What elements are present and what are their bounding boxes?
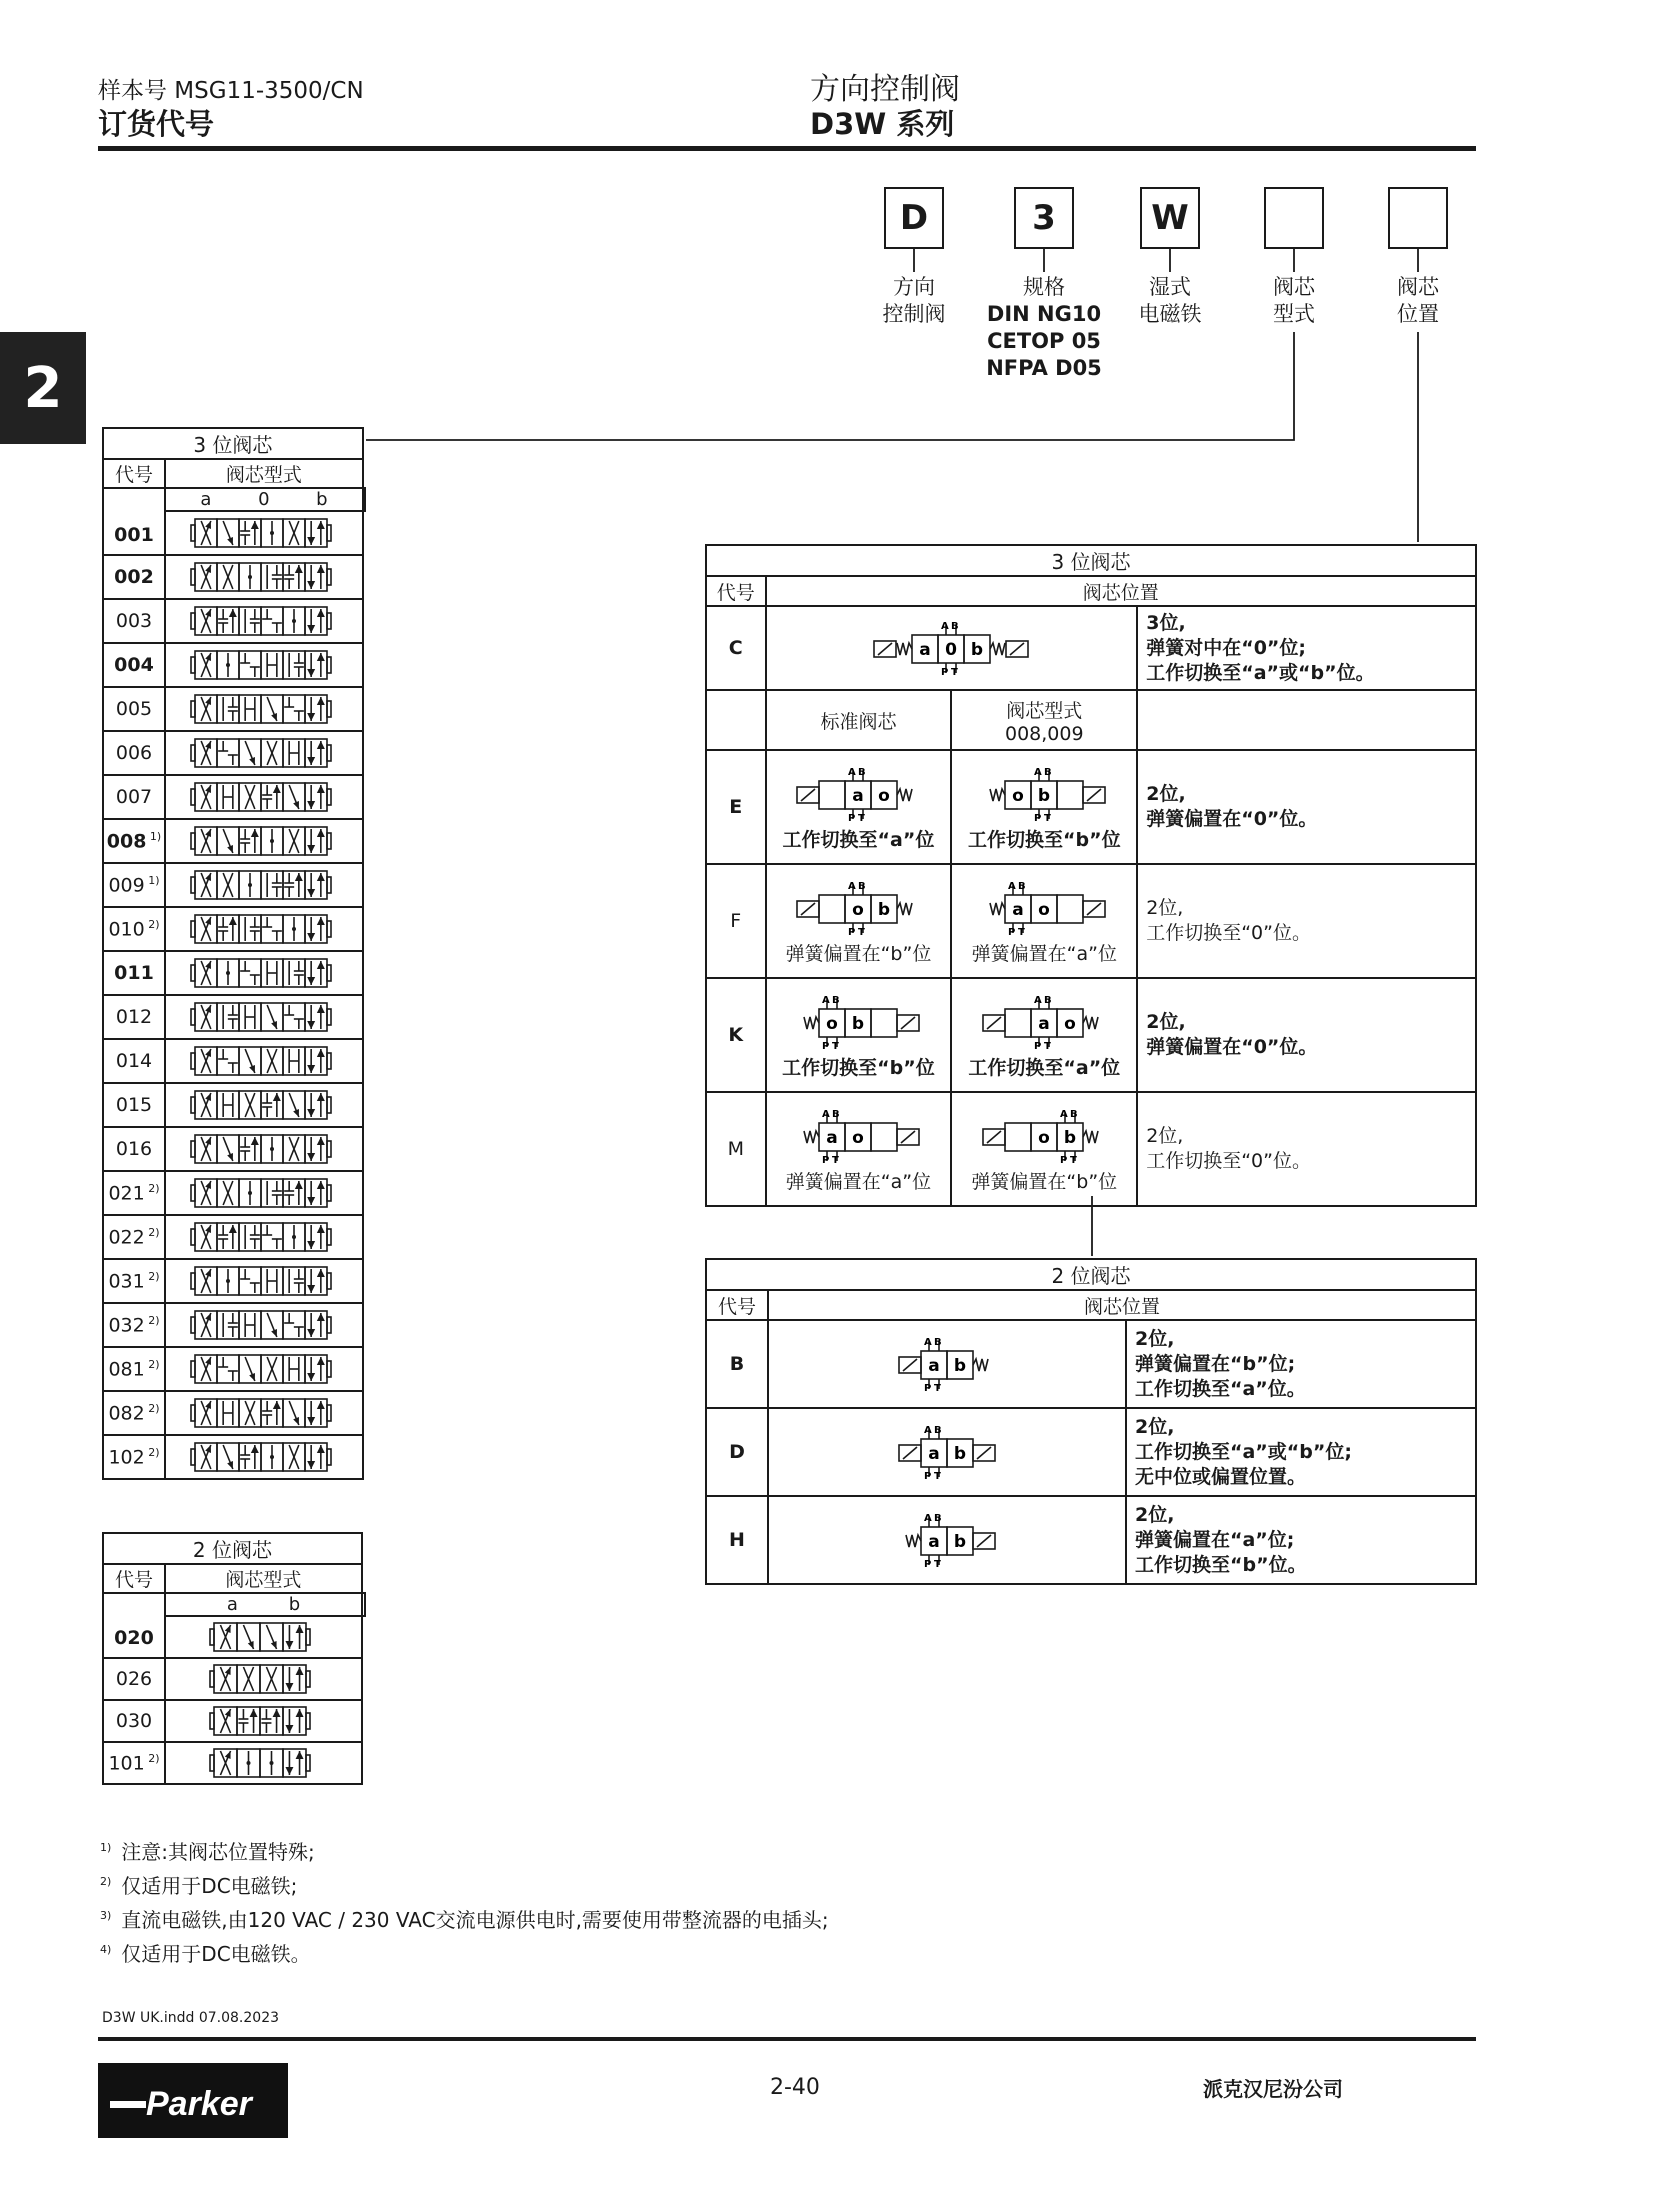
spool-code-101: 101 $^{2)}$	[103, 1742, 165, 1784]
code-m: M	[706, 1092, 766, 1206]
col-spool-type: 阀芯型式	[165, 1564, 362, 1593]
col-spool-position: 阀芯位置	[766, 576, 1476, 606]
svg-text:b: b	[878, 899, 891, 920]
svg-text:b: b	[1064, 1127, 1077, 1148]
spool-symbol-drawing	[189, 821, 339, 861]
svg-text:o: o	[1012, 785, 1025, 806]
position-label-b: b	[288, 1594, 301, 1615]
product-title: 方向控制阀	[810, 72, 960, 107]
spool-code-082: 082 $^{2)}$	[103, 1391, 165, 1435]
spool-code-009: 009 $^{1)}$	[103, 863, 165, 907]
svg-text:T: T	[1070, 1154, 1078, 1166]
position-label-a: a	[226, 1594, 238, 1615]
position-label-a: a	[200, 489, 212, 510]
code-c: C	[706, 606, 766, 690]
svg-text:P: P	[924, 1559, 932, 1570]
spool-symbol-drawing	[208, 1743, 318, 1783]
svg-text:P: P	[822, 1154, 830, 1166]
footer-rule	[98, 2037, 1476, 2041]
position-row-M	[706, 1092, 1476, 1206]
spool-3pos-row	[103, 599, 365, 643]
spool-symbol-001	[165, 511, 363, 555]
spool-symbol-drawing	[189, 953, 339, 993]
label-f-alt: 弹簧偏置在“a”位	[971, 942, 1117, 965]
spool-symbol-drawing	[189, 1437, 339, 1477]
spool-symbol-011	[165, 951, 363, 995]
spool-symbol-drawing	[189, 1129, 339, 1169]
svg-text:P: P	[1060, 1154, 1068, 1166]
position-3pos-title: 3 位阀芯	[706, 545, 1476, 576]
spool-code-012: 012	[103, 995, 165, 1039]
spool-symbol-003	[165, 599, 363, 643]
spool-symbol-026	[165, 1658, 362, 1700]
svg-text:T: T	[832, 1154, 840, 1166]
position-labels	[165, 1593, 362, 1616]
spool-symbol-drawing	[189, 1173, 339, 1213]
svg-text:T: T	[934, 1471, 941, 1482]
spool-symbol-drawing	[189, 1217, 339, 1257]
position-row-K	[706, 978, 1476, 1092]
svg-text:P: P	[941, 667, 949, 678]
chapter-tab: 2	[0, 332, 86, 444]
svg-text:a: a	[928, 1532, 940, 1552]
svg-text:o: o	[1064, 1013, 1077, 1034]
svg-text:T: T	[858, 812, 866, 824]
svg-text:B: B	[951, 621, 959, 632]
spool-symbol-drawing	[208, 1701, 318, 1741]
svg-text:B: B	[1018, 880, 1026, 892]
spool-code-031: 031 $^{2)}$	[103, 1259, 165, 1303]
spool-symbol-081	[165, 1347, 363, 1391]
desc-m: 2位, 工作切换至“0”位。	[1137, 1092, 1476, 1206]
svg-text:B: B	[934, 1513, 942, 1524]
svg-text:A: A	[848, 766, 857, 778]
spool-symbol-012	[165, 995, 363, 1039]
spool-symbol-drawing	[189, 513, 339, 553]
spool-code-011: 011	[103, 951, 165, 995]
symbol-m-std	[766, 1092, 952, 1206]
spool-code-004: 004	[103, 643, 165, 687]
svg-text:A: A	[848, 880, 857, 892]
series-title: D3W 系列	[810, 107, 955, 141]
spool-3pos-row	[103, 1215, 365, 1259]
position-labels	[165, 488, 363, 511]
spool-code-016: 016	[103, 1127, 165, 1171]
svg-text:A: A	[924, 1425, 932, 1436]
spool-symbol-102	[165, 1435, 363, 1479]
spool-code-010: 010 $^{2)}$	[103, 907, 165, 951]
svg-text:0: 0	[945, 640, 958, 660]
spool-symbol-drawing	[189, 557, 339, 597]
spool-symbol-008	[165, 819, 363, 863]
svg-text:P: P	[848, 926, 856, 938]
desc-h: 2位, 弹簧偏置在“a”位; 工作切换至“b”位。	[1126, 1496, 1476, 1584]
svg-text:B: B	[858, 766, 867, 778]
desc-e: 2位, 弹簧偏置在“0”位。	[1137, 750, 1476, 864]
spool-3pos-row	[103, 687, 365, 731]
svg-text:A: A	[1060, 1108, 1069, 1120]
svg-text:b: b	[852, 1013, 865, 1034]
spool-symbol-021	[165, 1171, 363, 1215]
label-m-alt: 弹簧偏置在“b”位	[971, 1170, 1118, 1193]
spool-code-020: 020	[103, 1593, 165, 1658]
code-d: D	[706, 1408, 768, 1496]
spool-code-014: 014	[103, 1039, 165, 1083]
spool-code-008: 008 $^{1)}$	[103, 819, 165, 863]
symbol-h	[768, 1496, 1126, 1584]
svg-text:T: T	[1044, 1040, 1052, 1052]
col-spool-type: 阀芯型式	[165, 459, 363, 488]
spool-symbol-drawing	[189, 689, 339, 729]
svg-text:b: b	[953, 1532, 967, 1552]
spool-symbol-015	[165, 1083, 363, 1127]
footnote-1: $^{1)}$ 注意:其阀芯位置特殊;	[100, 1840, 315, 1864]
spool-symbol-drawing	[189, 997, 339, 1037]
footnote-2: $^{2)}$ 仅适用于DC电磁铁;	[100, 1874, 298, 1898]
section-title: 订货代号	[98, 107, 215, 141]
label-directional-valve: 方向 控制阀	[882, 275, 946, 326]
spool-3pos-row	[103, 1259, 365, 1303]
spool-3pos-row	[103, 1391, 365, 1435]
svg-text:B: B	[858, 880, 867, 892]
position-2pos-table	[705, 1258, 1477, 1585]
svg-text:B: B	[934, 1425, 942, 1436]
svg-text:P: P	[1034, 1040, 1042, 1052]
position-row-D	[706, 1408, 1476, 1496]
spool-symbol-drawing	[189, 1261, 339, 1301]
symbol-e-alt	[951, 750, 1137, 864]
svg-text:B: B	[1044, 766, 1052, 778]
spool-symbol-020	[165, 1616, 362, 1658]
spool-symbol-022	[165, 1215, 363, 1259]
position-row-F	[706, 864, 1476, 978]
svg-text:A: A	[1008, 880, 1017, 892]
svg-text:A: A	[822, 994, 831, 1006]
spool-code-015: 015	[103, 1083, 165, 1127]
col-spool-position: 阀芯位置	[768, 1290, 1476, 1320]
symbol-b	[768, 1320, 1126, 1408]
label-m-std: 弹簧偏置在“a”位	[785, 1170, 932, 1193]
svg-text:A: A	[941, 621, 950, 632]
spool-code-005: 005	[103, 687, 165, 731]
svg-text:T: T	[934, 1383, 941, 1394]
spool-symbol-007	[165, 775, 363, 819]
svg-text:a: a	[852, 785, 865, 806]
svg-text:Parker: Parker	[146, 2085, 252, 2123]
connector-line	[1089, 1196, 1099, 1256]
spool-symbol-drawing	[189, 1349, 339, 1389]
code-k: K	[706, 978, 766, 1092]
spool-symbol-drawing	[189, 865, 339, 905]
label-k-alt: 工作切换至“a”位	[968, 1056, 1121, 1079]
spool-symbol-drawing	[189, 1085, 339, 1125]
spool-2pos-row	[103, 1700, 365, 1742]
svg-text:b: b	[1038, 785, 1051, 806]
desc-c: 3位, 弹簧对中在“0”位; 工作切换至“a”或“b”位。	[1137, 606, 1476, 690]
svg-text:T: T	[951, 667, 959, 678]
spool-symbol-016	[165, 1127, 363, 1171]
svg-text:o: o	[1038, 1127, 1051, 1148]
code-h: H	[706, 1496, 768, 1584]
svg-text:T: T	[858, 926, 866, 938]
svg-text:A: A	[1034, 994, 1043, 1006]
desc-k: 2位, 弹簧偏置在“0”位。	[1137, 978, 1476, 1092]
svg-text:A: A	[1034, 766, 1043, 778]
spool-3pos-row	[103, 995, 365, 1039]
spool-symbol-drawing	[189, 909, 339, 949]
footnote-3: $^{3)}$ 直流电磁铁,由120 VAC / 230 VAC交流电源供电时,需要使用带整流器的电插头;	[100, 1908, 829, 1932]
spool-code-026: 026	[103, 1658, 165, 1700]
svg-text:a: a	[1038, 1013, 1051, 1034]
desc-b: 2位, 弹簧偏置在“b”位; 工作切换至“a”位。	[1126, 1320, 1476, 1408]
svg-text:P: P	[1034, 812, 1042, 824]
label-spool-position: 阀芯 位置	[1397, 275, 1439, 326]
company-name: 派克汉尼汾公司	[1203, 2077, 1343, 2101]
spool-2pos-row	[103, 1742, 365, 1784]
spool-symbol-drawing	[208, 1617, 318, 1657]
svg-text:a: a	[928, 1356, 940, 1376]
symbol-e-std	[766, 750, 952, 864]
position-row-B	[706, 1320, 1476, 1408]
spool-code-032: 032 $^{2)}$	[103, 1303, 165, 1347]
svg-text:B: B	[1044, 994, 1052, 1006]
col-code: 代号	[706, 576, 766, 606]
subhead-standard-spool: 标准阀芯	[766, 690, 952, 750]
spool-symbol-032	[165, 1303, 363, 1347]
svg-text:a: a	[1012, 899, 1025, 920]
footnote-4: $^{4)}$ 仅适用于DC电磁铁。	[100, 1942, 311, 1966]
svg-text:o: o	[852, 899, 865, 920]
label-size: 规格 DIN NG10 CETOP 05 NFPA D05	[986, 275, 1102, 380]
spool-code-001: 001	[103, 488, 165, 555]
spool-3pos-row	[103, 863, 365, 907]
position-2pos-title: 2 位阀芯	[706, 1259, 1476, 1290]
spool-3pos-row	[103, 731, 365, 775]
spool-symbol-101	[165, 1742, 362, 1784]
spool-code-007: 007	[103, 775, 165, 819]
desc-d: 2位, 工作切换至“a”或“b”位; 无中位或偏置位置。	[1126, 1408, 1476, 1496]
col-code: 代号	[706, 1290, 768, 1320]
page-number: 2-40	[770, 2075, 820, 2100]
svg-text:T: T	[1044, 812, 1052, 824]
symbol-f-std	[766, 864, 952, 978]
svg-text:a: a	[826, 1127, 839, 1148]
spool-symbol-082	[165, 1391, 363, 1435]
svg-text:T: T	[1018, 926, 1026, 938]
spool-symbol-006	[165, 731, 363, 775]
spool-symbol-014	[165, 1039, 363, 1083]
svg-text:B: B	[832, 1108, 841, 1120]
spool-3pos-row	[103, 1303, 365, 1347]
svg-text:B: B	[1070, 1108, 1078, 1120]
spool-3pos-row	[103, 1435, 365, 1479]
svg-text:A: A	[924, 1337, 932, 1348]
spool-2pos-title: 2 位阀芯	[103, 1533, 362, 1564]
svg-text:a: a	[928, 1444, 940, 1464]
svg-text:P: P	[924, 1471, 932, 1482]
spool-code-002: 002	[103, 555, 165, 599]
spool-symbol-drawing	[189, 1305, 339, 1345]
spool-symbol-002	[165, 555, 363, 599]
code-f: F	[706, 864, 766, 978]
label-e-alt: 工作切换至“b”位	[968, 828, 1121, 851]
label-wet-solenoid: 湿式 电磁铁	[1138, 275, 1202, 326]
svg-text:B: B	[934, 1337, 942, 1348]
svg-text:o: o	[1038, 899, 1051, 920]
code-b: B	[706, 1320, 768, 1408]
code-box-d: D	[884, 187, 944, 249]
svg-text:T: T	[832, 1040, 840, 1052]
code-box-w: W	[1140, 187, 1200, 249]
spool-symbol-drawing	[189, 1393, 339, 1433]
spool-code-003: 003	[103, 599, 165, 643]
spool-symbol-drawing	[189, 777, 339, 817]
spool-symbol-drawing	[189, 733, 339, 773]
spool-3pos-row	[103, 775, 365, 819]
position-row-H	[706, 1496, 1476, 1584]
svg-text:a: a	[919, 640, 932, 660]
label-f-std: 弹簧偏置在“b”位	[785, 942, 932, 965]
code-e: E	[706, 750, 766, 864]
symbol-f-alt	[951, 864, 1137, 978]
spool-symbol-drawing	[189, 601, 339, 641]
spool-3pos-row	[103, 643, 365, 687]
svg-text:A: A	[924, 1513, 932, 1524]
col-code: 代号	[103, 1564, 165, 1593]
spool-symbol-drawing	[189, 645, 339, 685]
spool-2pos-table	[102, 1532, 366, 1785]
spool-symbol-010	[165, 907, 363, 951]
spool-symbol-030	[165, 1700, 362, 1742]
symbol-k-alt	[951, 978, 1137, 1092]
svg-text:P: P	[822, 1040, 830, 1052]
svg-text:A: A	[822, 1108, 831, 1120]
label-spool-type: 阀芯 型式	[1273, 275, 1315, 326]
svg-text:o: o	[826, 1013, 839, 1034]
spool-3pos-row	[103, 951, 365, 995]
label-k-std: 工作切换至“b”位	[782, 1056, 935, 1079]
spool-symbol-drawing	[208, 1659, 318, 1699]
spool-symbol-drawing	[189, 1041, 339, 1081]
svg-text:T: T	[934, 1559, 941, 1570]
symbol-c	[766, 606, 1138, 690]
subhead-spool-type: 阀芯型式 008,009	[951, 690, 1137, 750]
spool-code-030: 030	[103, 1700, 165, 1742]
svg-text:P: P	[848, 812, 856, 824]
svg-text:P: P	[924, 1383, 932, 1394]
svg-text:o: o	[878, 785, 891, 806]
spool-symbol-031	[165, 1259, 363, 1303]
position-3pos-table	[705, 544, 1477, 1207]
svg-text:b: b	[953, 1356, 967, 1376]
symbol-d	[768, 1408, 1126, 1496]
label-e-std: 工作切换至“a”位	[782, 828, 935, 851]
symbol-k-std	[766, 978, 952, 1092]
spool-3pos-row	[103, 1171, 365, 1215]
svg-text:b: b	[953, 1444, 967, 1464]
spool-code-006: 006	[103, 731, 165, 775]
spool-3pos-row	[103, 819, 365, 863]
position-label-0: 0	[258, 489, 270, 510]
parker-logo	[98, 2063, 288, 2138]
position-label-b: b	[316, 489, 328, 510]
svg-text:P: P	[1008, 926, 1016, 938]
svg-text:B: B	[832, 994, 841, 1006]
spool-3pos-row	[103, 555, 365, 599]
spool-symbol-009	[165, 863, 363, 907]
spool-symbol-004	[165, 643, 363, 687]
file-info: D3W UK.indd 07.08.2023	[102, 2010, 280, 2026]
svg-text:o: o	[852, 1127, 865, 1148]
spool-3pos-row	[103, 1347, 365, 1391]
spool-code-081: 081 $^{2)}$	[103, 1347, 165, 1391]
catalog-number: 样本号 MSG11-3500/CN	[98, 78, 364, 104]
symbol-m-alt	[951, 1092, 1137, 1206]
spool-2pos-row	[103, 1658, 365, 1700]
spool-3pos-row	[103, 1083, 365, 1127]
col-code: 代号	[103, 459, 165, 488]
code-box-3: 3	[1014, 187, 1074, 249]
spool-symbol-005	[165, 687, 363, 731]
desc-f: 2位, 工作切换至“0”位。	[1137, 864, 1476, 978]
spool-3pos-row	[103, 1039, 365, 1083]
svg-text:b: b	[971, 640, 984, 660]
spool-code-102: 102 $^{2)}$	[103, 1435, 165, 1479]
position-row-E	[706, 750, 1476, 864]
spool-code-022: 022 $^{2)}$	[103, 1215, 165, 1259]
spool-3pos-title: 3 位阀芯	[103, 428, 363, 459]
spool-3pos-table	[102, 427, 366, 1480]
spool-3pos-row	[103, 907, 365, 951]
spool-code-021: 021 $^{2)}$	[103, 1171, 165, 1215]
spool-3pos-row	[103, 1127, 365, 1171]
